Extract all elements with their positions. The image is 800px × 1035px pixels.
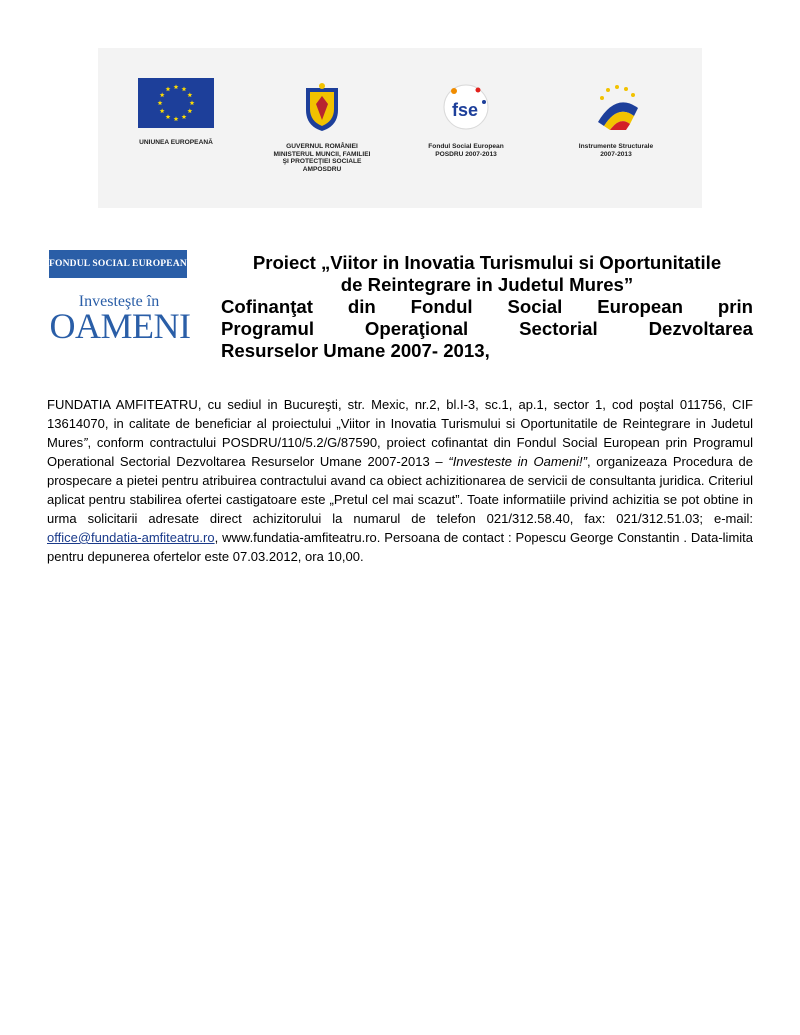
paragraph-part-4: , www.fundatia-amfiteatru.ro. Persoana de contact : Popescu George Constantin . Data-limita pentru depunerea ofertelor este 07.03.2012, ora 10,00. (47, 530, 753, 564)
invest-tagline: Investeşte în (78, 293, 160, 310)
cofin-word: Programul (221, 318, 314, 339)
cofin-word: Dezvoltarea (648, 318, 753, 339)
eu-logo-caption: UNIUNEA EUROPEANĂ (139, 139, 213, 146)
cofin-word: Social (507, 296, 563, 317)
eu-flag-icon (138, 78, 214, 128)
fse-mark-text: fse (452, 100, 479, 120)
paragraph-part-3: , organizeaza Procedura de prospecare a pietei pentru atribuirea contractului avand ca obiect achizitionarea de servicii de consultanta juridica. Criteriul aplicat pentru stabilirea ofertei castigatoare este „Pretul cel mai scazut”. Toate informatiile privind achizitia se pot obtine in urma solicitarii adresate direct achizitorului la numarul de telefon 021/312.58.40, fax: 021/312.51.03; e-mail: (47, 454, 754, 526)
cofin-word: Operaţional (364, 318, 469, 339)
cofin-row-2 (221, 318, 753, 340)
paragraph-part-2: , conform contractului POSDRU/110/5.2/G/87590, proiect cofinantat din Fondul Social European prin Programul Operational Sectorial Dezvoltarea Resurselor Umane 2007-2013 – (47, 435, 753, 469)
cofin-word: prin (717, 296, 753, 317)
title-line-2: de Reintegrare in Judetul Mures” (340, 274, 634, 295)
eu-logo (136, 78, 216, 147)
cofin-word: Fondul (410, 296, 473, 317)
cofin-word: Sectorial (519, 318, 598, 339)
structural-instruments-icon (588, 82, 644, 132)
slogan: “Investeste in Oameni!” (448, 454, 587, 469)
cofin-word: din (347, 296, 376, 317)
paragraph-quote: ” (83, 435, 88, 450)
organization-name: FUNDATIA AMFITEATRU (47, 397, 198, 412)
fse-logo (414, 82, 518, 158)
gov-logo (264, 82, 380, 173)
title-line-1: Proiect „Viitor in Inovatia Turismului si Oportunitatile (252, 252, 722, 273)
is-logo (564, 82, 668, 158)
paragraph-part-1: , cu sediul in Bucureşti, str. Mexic, nr.2, bl.I-3, sc.1, ap.1, sector 1, cod poştal 011756, CIF 13614070, in calitate de beneficiar al proiectului „Viitor in Inovatia Turismului si Oportunitatile de Reintegrare in Judetul Mures (47, 397, 753, 450)
fse-logo-caption: Fondul Social European POSDRU 2007-2013 (428, 143, 504, 158)
cofin-row-3: Resurselor Umane 2007- 2013, (221, 340, 490, 361)
announcement-paragraph (47, 395, 753, 566)
cofin-word: European (597, 296, 683, 317)
cofinancing-statement (221, 296, 753, 362)
title-block (221, 252, 753, 362)
logo-band (98, 48, 702, 208)
gov-logo-caption: GUVERNUL ROMÂNIEI MINISTERUL MUNCII, FAMILIEI ŞI PROTECŢIEI SOCIALE AMPOSDRU (273, 143, 371, 173)
is-logo-caption: Instrumente Structurale 2007-2013 (578, 143, 654, 158)
fse-banner: FONDUL SOCIAL EUROPEAN (49, 250, 187, 278)
email-link[interactable]: office@fundatia-amfiteatru.ro (47, 530, 215, 545)
fse-logo-icon (438, 82, 494, 132)
cofin-row-1 (221, 296, 753, 318)
invest-oameni: OAMENI (49, 306, 191, 346)
coat-of-arms-icon (302, 82, 342, 132)
cofin-word: Cofinanţat (221, 296, 313, 317)
